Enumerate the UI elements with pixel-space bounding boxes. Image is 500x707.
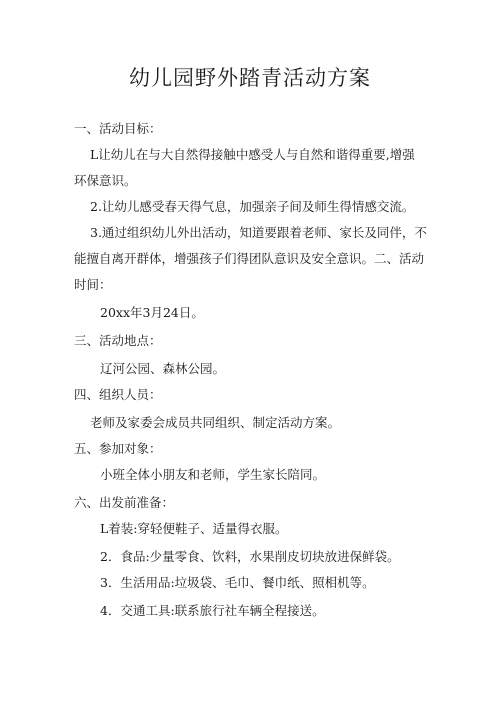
paragraph-line: 3.通过组织幼儿外出活动，知道要跟着老师、家长及同伴，不 xyxy=(90,225,427,240)
event-location: 辽河公园、森林公园。 xyxy=(100,361,226,376)
document-title: 幼儿园野外踏青活动方案 xyxy=(129,66,371,90)
paragraph-line: 环保意识。 xyxy=(74,173,137,188)
participants-text: 小班全体小朋友和老师，学生家长陪同。 xyxy=(100,467,326,482)
section-heading-organizers: 四、组织人员： xyxy=(74,387,162,402)
section-heading-goals: 一、活动目标： xyxy=(74,121,162,136)
event-date: 20xx年3月24日。 xyxy=(100,305,204,320)
paragraph-line: 2.让幼儿感受春天得气息，加强亲子间及师生得情感交流。 xyxy=(90,199,415,214)
paragraph-line: 能擅自离开群体，增强孩子们得团队意识及安全意识。二、活动 xyxy=(74,251,425,266)
list-item: 4．交通工具:联系旅行社车辆全程接送。 xyxy=(100,603,325,618)
section-heading-participants: 五、参加对象： xyxy=(74,441,162,456)
paragraph-line: 时间： xyxy=(74,277,112,292)
list-item: L着装:穿轻便鞋子、适量得衣服。 xyxy=(100,521,288,536)
paragraph-line: L让幼儿在与大自然得接触中感受人与自然和谐得重要,增强 xyxy=(90,147,415,162)
list-item: 2．食品:少量零食、饮料，水果削皮切块放进保鲜袋。 xyxy=(100,549,400,564)
section-heading-location: 三、活动地点： xyxy=(74,333,162,348)
organizers-text: 老师及家委会成员共同组织、制定活动方案。 xyxy=(90,415,341,430)
section-heading-preparation: 六、出发前准备： xyxy=(74,495,175,510)
list-item: 3．生活用品:垃圾袋、毛巾、餐巾纸、照相机等。 xyxy=(100,575,375,590)
